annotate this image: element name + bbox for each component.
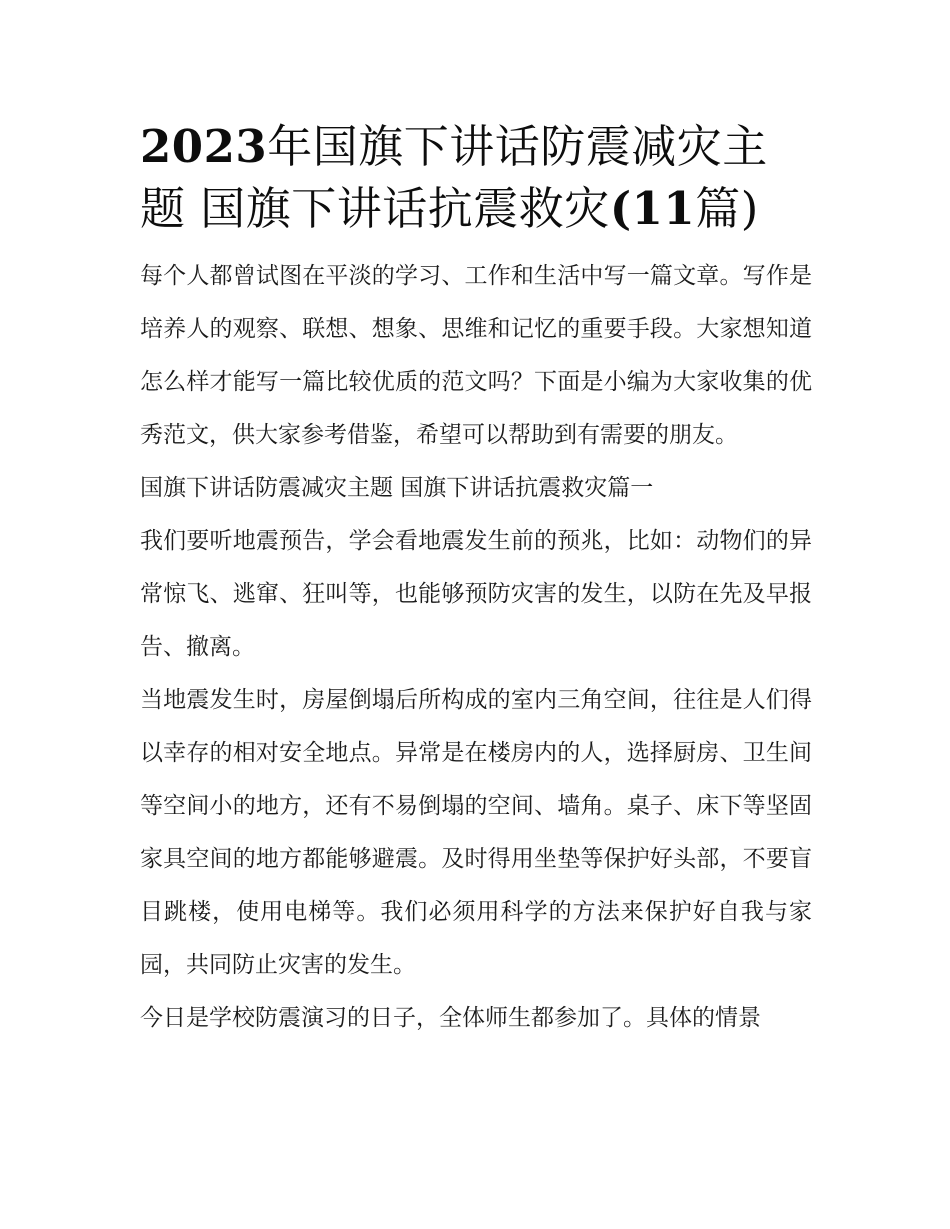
- intro-paragraph: 每个人都曾试图在平淡的学习、工作和生活中写一篇文章。写作是培养人的观察、联想、想象、思维和记忆的重要手段。大家想知道怎么样才能写一篇比较优质的范文吗？下面是小编为大家收集的优秀范文，供大家参考借鉴，希望可以帮助到有需要的朋友。: [140, 263, 812, 448]
- section-heading: 国旗下讲话防震减灾主题 国旗下讲话抗震救灾篇一: [140, 475, 654, 501]
- title-count: (11: [609, 182, 696, 235]
- title-main: 年国旗下讲话防震减灾主题 国旗下讲话抗震救灾: [140, 120, 768, 235]
- document-title: [140, 116, 812, 240]
- title-end: 篇): [695, 182, 759, 235]
- body-paragraph-3: 今日是学校防震演习的日子，全体师生都参加了。具体的情景: [140, 1005, 761, 1031]
- document-content: [140, 116, 812, 1045]
- title-year: 2023: [140, 120, 268, 173]
- body-paragraph-1: 我们要听地震预告，学会看地震发生前的预兆，比如：动物们的异常惊飞、逃窜、狂叫等，也能够预防灾害的发生，以防在先及早报告、撤离。: [140, 528, 812, 660]
- body-paragraph-2: 当地震发生时，房屋倒塌后所构成的室内三角空间，往往是人们得以幸存的相对安全地点。异常是在楼房内的人，选择厨房、卫生间等空间小的地方，还有不易倒塌的空间、墙角。桌子、床下等坚固家具空间的地方都能够避震。及时得用坐垫等保护好头部，不要盲目跳楼，使用电梯等。我们必须用科学的方法来保护好自我与家园，共同防止灾害的发生。: [140, 687, 812, 978]
